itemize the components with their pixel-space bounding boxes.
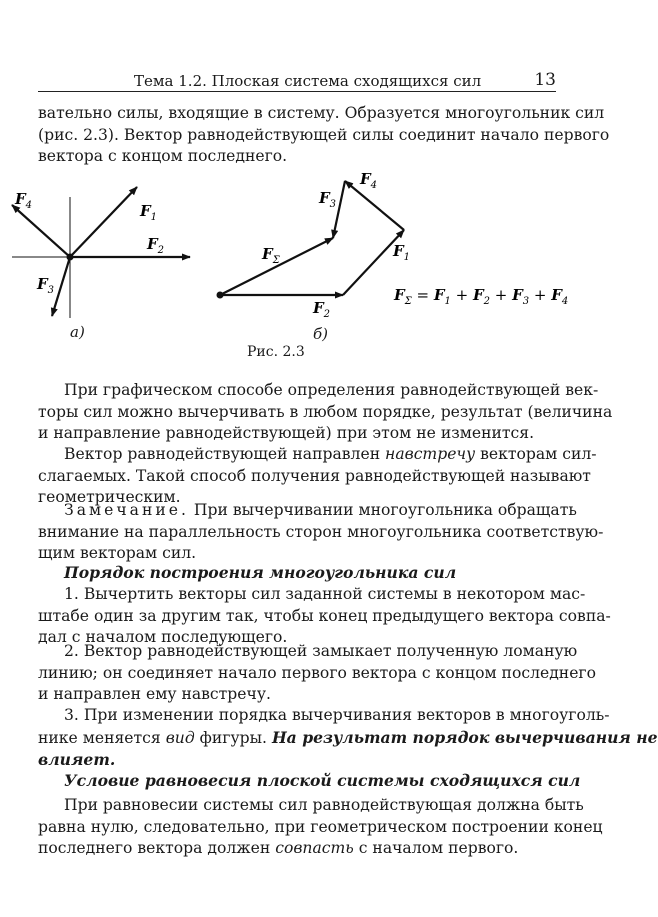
text-line: 3. При изменении порядка вычерчивания векторов в многоуголь-	[64, 706, 610, 724]
text-line: При графическом способе определения равнодействующей век-	[64, 381, 599, 399]
figure-caption: Рис. 2.3	[247, 344, 305, 360]
text-line: дал с началом последующего.	[38, 628, 288, 647]
text-line: последнего вектора должен совпасть с началом первого.	[38, 839, 519, 858]
emphasis-coincide: совпасть	[275, 839, 354, 858]
paragraph-note	[38, 500, 604, 565]
diagram-a	[12, 187, 190, 318]
resultant-formula: $F_\Sigma = F_1 + F_2 + F_3 + F_4$	[394, 286, 569, 307]
step-2	[38, 641, 596, 706]
text-line: 2. Вектор равнодействующей замыкает полученную ломаную	[64, 642, 578, 660]
text-line: Вектор равнодействующей направлен навстречу векторам сил-	[64, 445, 597, 463]
label-f4-b: $F_4$	[360, 170, 378, 191]
step-3	[38, 705, 658, 771]
heading-polygon-construction: Порядок построения многоугольника сил	[64, 563, 457, 582]
vector-f1-a	[70, 187, 137, 257]
vector-f4-a	[12, 205, 70, 257]
text-line: и направление равнодействующей) при этом не изменится.	[38, 424, 535, 443]
subfigure-label-b: б)	[313, 325, 329, 343]
diagram-b	[217, 170, 411, 320]
text-line: (рис. 2.3). Вектор равнодействующей силы соединит начало первого	[38, 125, 610, 144]
emphasis-order: На результат порядок вычерчивания не	[271, 727, 658, 747]
vector-f3-a	[52, 257, 70, 316]
label-f3-a: $F_3$	[37, 275, 55, 296]
text-line: линию; он соединяет начало первого вектора с концом последнего	[38, 663, 596, 682]
text-line: торы сил можно вычерчивать в любом порядке, результат (величина	[38, 402, 613, 421]
label-f4-a: $F_4$	[15, 190, 33, 211]
text-line: 1. Вычертить векторы сил заданной системы в некотором мас-	[64, 585, 586, 603]
text-line: штабе один за другим так, чтобы конец предыдущего вектора совпа-	[38, 606, 611, 625]
text-line: и направлен ему навстречу.	[38, 685, 271, 704]
label-f1-a: $F_1$	[140, 202, 158, 223]
text-line: геометрическим.	[38, 488, 181, 507]
text-line: вательно силы, входящие в систему. Образуется многоугольник сил	[38, 104, 605, 122]
step-1	[38, 584, 611, 649]
label-fsum-b: $F_\Sigma$	[262, 245, 280, 266]
text-line: Замечание. При вычерчивании многоугольника обращать	[64, 501, 577, 519]
page-number: 13	[534, 70, 556, 90]
label-f2-a: $F_2$	[147, 235, 165, 256]
origin-point	[67, 254, 74, 261]
text-line: влияет.	[38, 750, 116, 770]
text-line: слагаемых. Такой способ получения равнодействующей называют	[38, 466, 591, 485]
label-f1-b: $F_1$	[393, 242, 411, 263]
label-f3-b: $F_3$	[319, 189, 337, 210]
label-f2-b: $F_2$	[313, 299, 331, 320]
subfigure-label-a: а)	[70, 323, 85, 341]
figure-2-3	[0, 0, 610, 380]
paragraph-graphic-method	[38, 380, 613, 445]
paragraph-equilibrium	[38, 795, 603, 860]
chapter-title: Тема 1.2. Плоская система сходящихся сил	[134, 72, 482, 90]
text-line: щим векторам сил.	[38, 544, 197, 563]
text-line: вектора с концом последнего.	[38, 147, 288, 166]
vector-fsum-b	[220, 238, 333, 295]
note-label: Замечание.	[64, 501, 189, 519]
text-line: нике меняется вид фигуры. На результат порядок вычерчивания не	[38, 727, 658, 747]
text-line: При равновесии системы сил равнодействующая должна быть	[64, 796, 584, 814]
emphasis-shape: вид	[165, 728, 195, 747]
start-point	[217, 292, 224, 299]
heading-equilibrium: Условие равновесия плоской системы сходящихся сил	[64, 771, 581, 790]
text-line: внимание на параллельность сторон многоугольника соответствую-	[38, 522, 604, 541]
text-line: равна нулю, следовательно, при геометрическом построении конец	[38, 817, 603, 836]
emphasis-toward: навстречу	[385, 445, 476, 463]
